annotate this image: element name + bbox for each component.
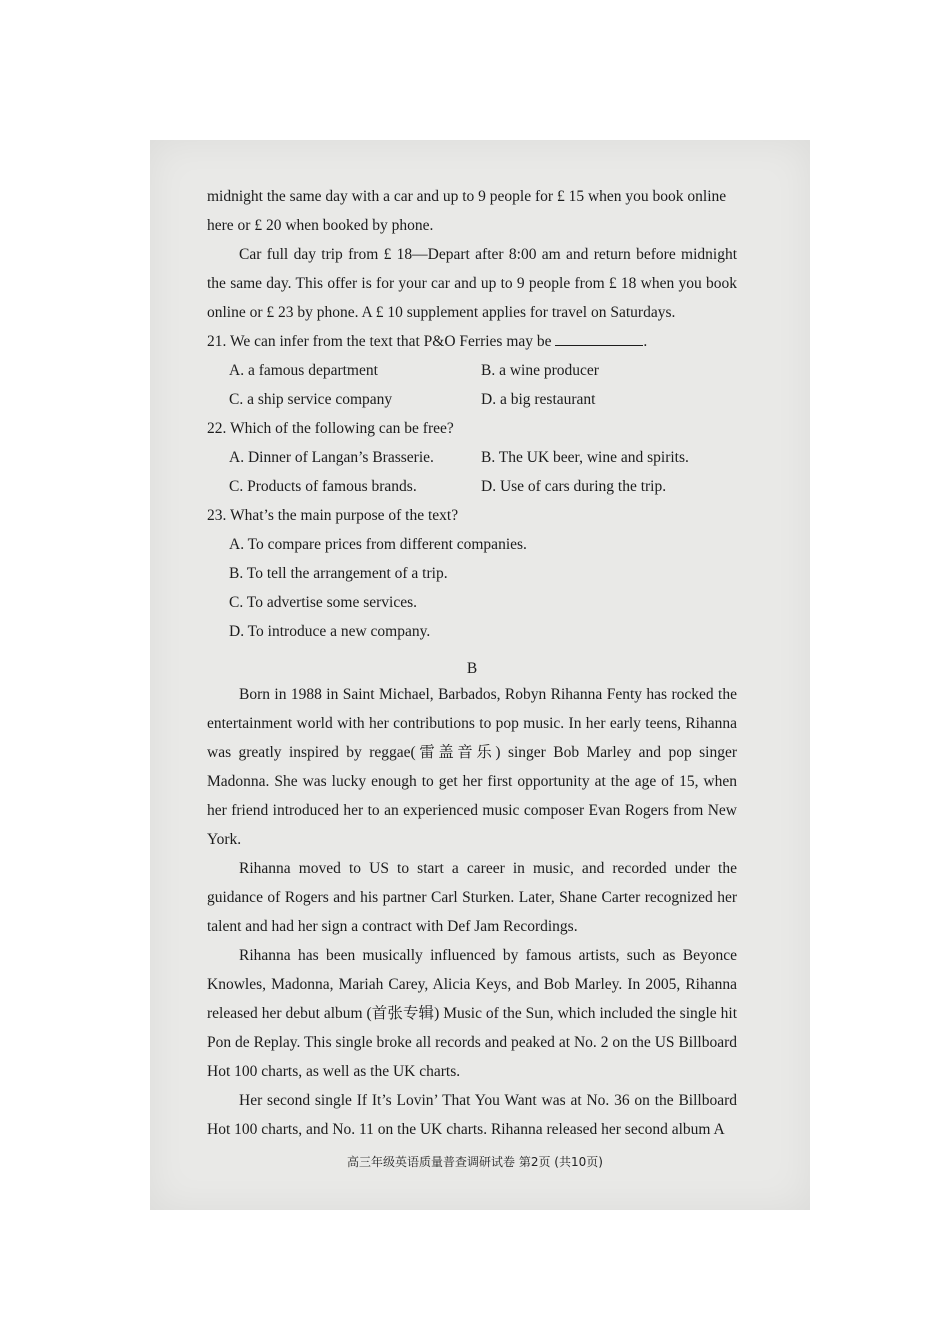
question-22 xyxy=(207,414,737,501)
option-c: C. a ship service company xyxy=(229,391,393,408)
option-b: B. a wine producer xyxy=(481,362,599,379)
options-list xyxy=(207,530,737,646)
question-stem: 21. We can infer from the text that P&O Ferries may be . xyxy=(207,333,648,350)
passage-b-paragraph-2: Rihanna moved to US to start a career in music, and recorded under the guidance of Rogers and his partner Carl Sturken. Later, Shane Carter recognized her talent and had her sign a contract with Def Jam Recordings. xyxy=(207,860,737,935)
option-c: C. To advertise some services. xyxy=(229,594,418,611)
page-footer: 高三年级英语质量普查调研试卷 第2页 (共10页) xyxy=(347,1155,603,1169)
question-stem: 22. Which of the following can be free? xyxy=(207,420,454,437)
option-b: B. To tell the arrangement of a trip. xyxy=(229,565,448,582)
passage-a-line-2: here or £ 20 when booked by phone. xyxy=(207,217,434,234)
option-a: A. To compare prices from different companies. xyxy=(229,536,527,553)
passage-b-paragraph-4: Her second single If It’s Lovin’ That You Want was at No. 36 on the Billboard Hot 100 charts, and No. 11 on the UK charts. Rihanna released her second album A xyxy=(207,1092,737,1138)
page-content xyxy=(207,182,737,1144)
options-grid xyxy=(207,443,737,501)
passage-b-paragraph-1: Born in 1988 in Saint Michael, Barbados, Robyn Rihanna Fenty has rocked the entertainment world with her contributions to pop music. In her early teens, Rihanna was greatly inspired by reggae(雷盖音乐) singer Bob Marley and pop singer Madonna. She was lucky enough to get her first opportunity at the age of 15, when her friend introduced her to an experienced music composer Evan Rogers from New York. xyxy=(207,686,737,848)
question-stem: 23. What’s the main purpose of the text? xyxy=(207,507,459,524)
option-a: A. a famous department xyxy=(229,362,378,379)
options-grid xyxy=(207,356,737,414)
section-title: B xyxy=(466,660,478,677)
passage-b-paragraph-3: Rihanna has been musically influenced by famous artists, such as Beyonce Knowles, Madonna, Mariah Carey, Alicia Keys, and Bob Marley. In 2005, Rihanna released her debut album (首张专辑) Music of the Sun, which included the single hit Pon de Replay. This single broke all records and peaked at No. 2 on the US Billboard Hot 100 charts, as well as the UK charts. xyxy=(207,947,737,1080)
question-23 xyxy=(207,501,737,646)
passage-a-line-1: midnight the same day with a car and up to 9 people for £ 15 when you book online xyxy=(207,188,727,205)
option-a: A. Dinner of Langan’s Brasserie. xyxy=(229,449,434,466)
option-c: C. Products of famous brands. xyxy=(229,478,417,495)
option-d: D. a big restaurant xyxy=(481,391,596,408)
option-b: B. The UK beer, wine and spirits. xyxy=(481,449,689,466)
option-d: D. Use of cars during the trip. xyxy=(481,478,667,495)
answer-blank xyxy=(555,331,643,346)
question-21 xyxy=(207,327,737,414)
option-d: D. To introduce a new company. xyxy=(229,623,431,640)
passage-a-paragraph-2: Car full day trip from £ 18—Depart after 8:00 am and return before midnight the same day. This offer is for your car and up to 9 people from £ 18 when you book online or £ 23 by phone. A £ 10 supplement applies for travel on Saturdays. xyxy=(207,246,737,321)
